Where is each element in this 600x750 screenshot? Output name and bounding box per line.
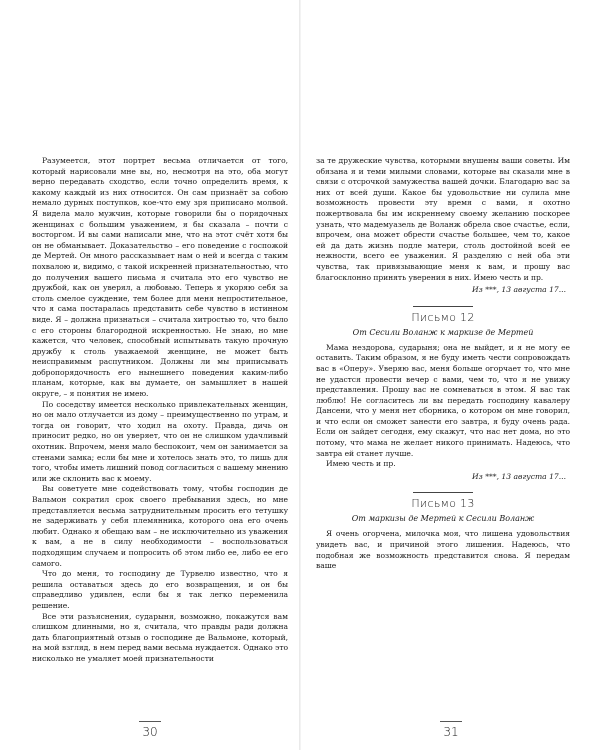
letter-signature: Из ***, 13 августа 17... [472,285,566,295]
heading-rule [413,492,473,493]
paragraph: Вы советуете мне содействовать тому, чтобы господин де Вальмон сократил срок своего пребывания здесь, но мне представляется весьма затруднительным просить его тетушку не задерживать у себя племянника, которого она его очень любит. Однако я обещаю вам – не исключительно из уважения к вам, а не в силу необходимости – воспользоваться подходящим случаем и попросить об этом либо ее, либо ее его самого. [32,484,288,568]
paragraph: Мама нездорова, сударыня; она не выйдет, и я не могу ее оставить. Таким образом, я не буду иметь чести сопровождать вас в «Оперу». Уверяю вас, меня больше огорчает то, что мне не удастся провести вечер с вами, чем то, что я не увижу представления. Прошу вас не сомневаться в этом. Я вас так люблю! Не согласитесь ли вы передать господину кавалеру Дансени, что у меня нет сборника, о котором он мне говорил, и что если он сможет занести его завтра, я буду очень рада. Если он зайдет сегодня, ему скажут, что нас нет дома, но это потому, что мама не желает никого принимать. Надеюсь, что завтра ей станет лучше. [316,342,570,458]
letter-subtitle: От Сесили Воланж к маркизе де Мертей [352,327,534,337]
letter-subtitle: От маркизы де Мертей к Сесили Воланж [351,514,535,524]
paragraph: Разумеется, этот портрет весьма отличается от того, который нарисовали мне вы, но, несмотря на это, оба могут верно передавать сходство, если точно определить время, к какому каждый из них относится. Он сам признаёт за собою немало дурных поступков, кое-что ему зря приписано молвой. Я видела мало мужчин, которые говорили бы о порядочных женщинах с большим уважением, я бы сказала – почти с восторгом. И вы сами написали мне, что на этот счёт хотя бы он не обманывает. Доказательство – его поведение с госпожой де Мертей. Он много рассказывает нам о ней и всегда с таким похвалою и, видимо, с такой искренней признательностью, что до получения вашего письма я считала это его чувство не дружбой, как он уверял, а любовью. Теперь я укоряю себя за столь смелое суждение, тем более для меня непростительное, что я сама постаралась представить себе чувство в истинном виде. Я – должна признаться – считала хитростью то, что было с его стороны благородной искренностью. Не знаю, но мне кажется, что человек, способный испытывать такую прочную дружбу к столь уважаемой женщине, не может быть неисправимым распутником. Должны ли мы приписывать добропорядочность его нынешнего поведения каким-либо планам, которые, как вы думаете, он замышляет в нашей округе, – я понятия не имею. [32,156,288,399]
right-text-column [316,156,570,572]
paragraph: Что до меня, то господину де Турвелю известно, что я решила оставаться здесь до его возвращения, и он бы справедливо удивлен, если бы я так легко переменила решение. [32,569,288,610]
heading-rule [413,306,473,307]
letter-13-heading [316,492,570,523]
paragraph: Все эти разъяснения, сударыня, возможно, покажутся вам слишком длинными, но я, считала, что правды ради должна дать благоприятный отзыв о господине де Вальмоне, который, на мой взгляд, в нем перед вами весьма нуждается. Однако это нисколько не умаляет моей признательности [32,611,288,663]
paragraph: По соседству имеется несколько привлекательных женщин, но он мало отлучается из дому – преимущественно по утрам, и тогда он говорит, что ходил на охоту. Правда, дичь он приносит редко, но он уверяет, что он не слишком удачливый охотник. Впрочем, меня мало беспокоит, чем он занимается за стенами замка; если бы мне и хотелось знать это, то лишь для того, чтобы иметь лишний повод согласиться с вашему мнению или же склонить вас к моему. [32,399,288,483]
letter-signature: Из ***, 13 августа 17... [472,471,566,481]
folio-rule [139,721,161,722]
folio-rule [440,721,462,722]
letter-title: Письмо 12 [411,310,475,324]
left-text-column [32,156,288,665]
paragraph: Имею честь и пр. [326,459,396,469]
letter-title: Письмо 13 [411,497,475,511]
page-number-right: 31 [443,725,459,739]
page-number-left: 30 [142,725,158,739]
letter-12-heading [316,306,570,337]
paragraph: Я очень огорчена, милочка моя, что лишена удовольствия увидеть вас, и причиной этого лишения. Надеюсь, что подобная же возможность представится снова. Я передам ваше [316,529,570,571]
paragraph: за те дружеские чувства, которыми внушены ваши советы. Им обязана я и теми милыми словами, которые вы сказали мне в связи с отсрочкой замужества вашей дочки. Благодарю вас за них от всей души. Какое бы удовольствие ни сулила мне возможность провести эту время с вами, я охотно пожертвовала бы им искреннему своему желанию поскорее узнать, что мадемуазель де Воланж обрела свое счастье, если, впрочем, она может обрести счастье большее, чем то, какое ей да дать жизнь подле матери, столь достойной всей ее нежности, всего ее уважения. Я разделяю с ней оба эти чувства, так привязывающие меня к вам, и прошу вас благосклонно принять уверения в них. Имею честь и пр. [316,156,570,282]
